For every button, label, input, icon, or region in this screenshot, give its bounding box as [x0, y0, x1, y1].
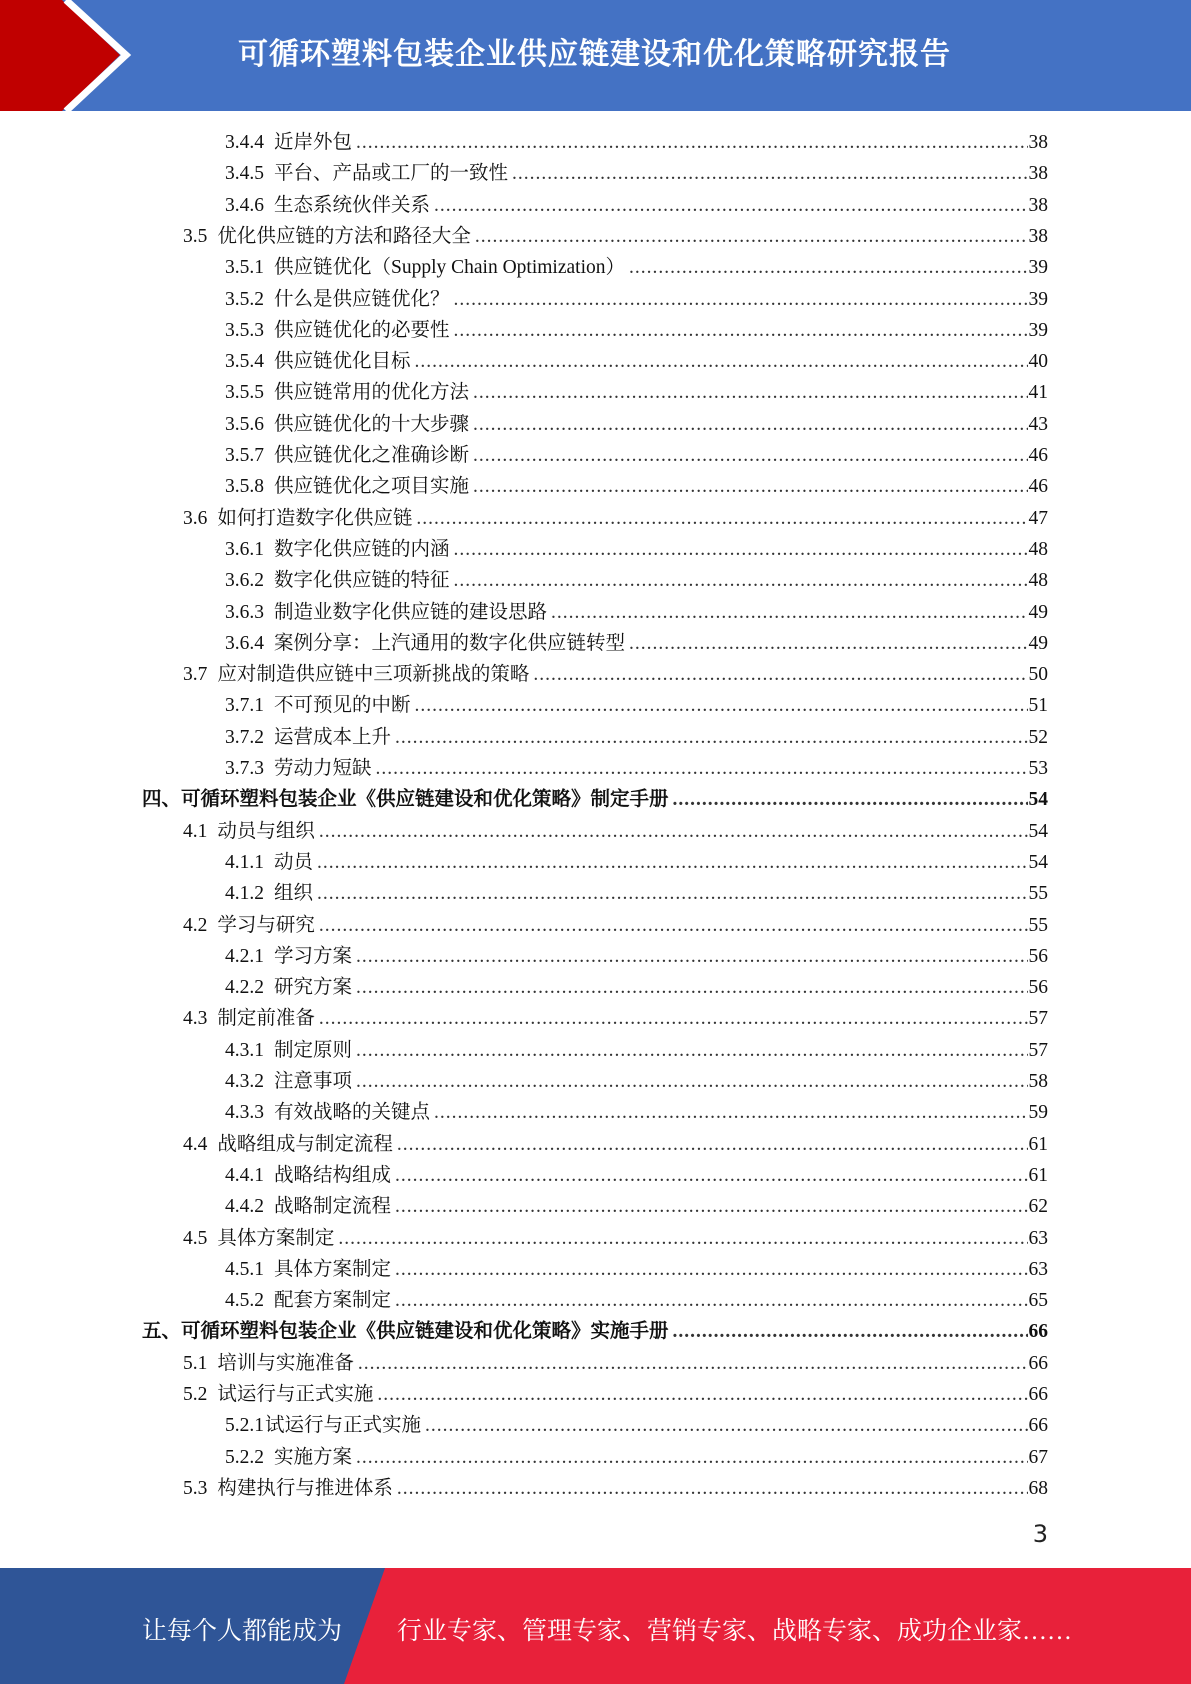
toc-entry[interactable]: [225, 284, 1048, 315]
toc-entry-title: 五、可循环塑料包装企业《供应链建设和优化策略》实施手册: [142, 1321, 669, 1343]
toc-entry-number: 4.3.2: [225, 1071, 264, 1092]
toc-entry[interactable]: [225, 597, 1048, 628]
footer-slogan-right: 行业专家、管理专家、营销专家、战略专家、成功企业家……: [397, 1618, 1073, 1645]
toc-entry-title: 供应链优化的十大步骤: [274, 413, 470, 435]
toc-entry-title: 制造业数字化供应链的建设思路: [274, 601, 548, 623]
toc-entry-number: 5.3: [183, 1477, 208, 1499]
toc-entry-page: 48: [1028, 538, 1048, 560]
toc-entry-number: 3.7: [183, 664, 208, 686]
toc-entry-page: 53: [1028, 758, 1048, 779]
toc-entry-page: 58: [1028, 1071, 1048, 1092]
toc-entry-page: 46: [1028, 476, 1048, 498]
toc-leader-dots: [629, 628, 1027, 659]
toc-entry[interactable]: [225, 1035, 1048, 1066]
toc-entry-number: 3.6.2: [225, 570, 264, 592]
toc-entry-page: 39: [1028, 319, 1048, 341]
toc-entry-page: 63: [1028, 1258, 1048, 1280]
toc-entry-page: 46: [1028, 445, 1048, 466]
toc-leader-dots: [319, 1003, 1028, 1034]
toc-entry-page: 56: [1028, 945, 1048, 967]
toc-entry-title: 什么是供应链优化？: [274, 288, 450, 310]
toc-entry-number: 3.7.3: [225, 758, 264, 779]
toc-leader-dots: [673, 1316, 1028, 1347]
toc-entry-number: 3.5.6: [225, 413, 264, 435]
toc-entry-page: 41: [1028, 382, 1048, 404]
toc-entry-number: 3.6.4: [225, 632, 264, 654]
toc-leader-dots: [376, 753, 1028, 784]
toc-entry[interactable]: [183, 1473, 1048, 1504]
toc-entry-number: 4.1: [183, 820, 208, 842]
toc-entry[interactable]: [183, 1129, 1048, 1160]
toc-leader-dots: [395, 1160, 1027, 1191]
toc-leader-dots: [533, 659, 1027, 690]
toc-entry-page: 39: [1028, 288, 1048, 310]
toc-entry-page: 49: [1028, 632, 1048, 654]
toc-leader-dots: [454, 565, 1028, 596]
toc-entry[interactable]: [183, 1379, 1048, 1410]
toc-entry[interactable]: [225, 1410, 1048, 1441]
toc-entry[interactable]: [183, 659, 1048, 690]
toc-entry-page: 62: [1028, 1196, 1048, 1218]
toc-leader-dots: [454, 284, 1028, 315]
toc-entry[interactable]: [225, 440, 1048, 471]
toc-entry-title: 数字化供应链的内涵: [274, 538, 450, 560]
toc-leader-dots: [473, 377, 1027, 408]
toc-entry-title: 战略制定流程: [274, 1196, 392, 1218]
toc-entry-title: 战略组成与制定流程: [217, 1133, 393, 1155]
toc-leader-dots: [395, 1254, 1027, 1285]
toc-entry[interactable]: [225, 471, 1048, 502]
toc-entry-title: 供应链常用的优化方法: [274, 382, 470, 404]
toc-entry-title: 试运行与正式实施: [217, 1384, 374, 1405]
toc-entry[interactable]: [225, 1160, 1048, 1191]
toc-entry-number: 5.2.1: [225, 1415, 264, 1437]
toc-entry-number: 4.2: [183, 914, 208, 936]
toc-entry[interactable]: [183, 1003, 1048, 1034]
report-title: 可循环塑料包装企业供应链建设和优化策略研究报告: [238, 37, 951, 72]
toc-entry-number: 3.4.4: [225, 132, 264, 153]
toc-entry-page: 66: [1028, 1384, 1048, 1405]
footer-slogan-left: 让每个人都能成为: [142, 1618, 343, 1645]
toc-entry-number: 3.5.2: [225, 288, 264, 310]
toc-entry[interactable]: [225, 1285, 1048, 1316]
toc-entry-number: 3.5.4: [225, 351, 264, 373]
toc-entry[interactable]: [225, 1254, 1048, 1285]
toc-entry-number: 3.6: [183, 507, 208, 529]
toc-entry-page: 38: [1028, 132, 1048, 153]
toc-entry-title: 如何打造数字化供应链: [217, 507, 413, 529]
toc-entry[interactable]: [225, 690, 1048, 721]
toc-entry-page: 51: [1028, 695, 1048, 717]
toc-entry[interactable]: [225, 722, 1048, 753]
toc-leader-dots: [317, 847, 1027, 878]
toc-entry-page: 57: [1028, 1039, 1048, 1061]
toc-leader-dots: [434, 1097, 1027, 1128]
toc-entry-page: 63: [1028, 1227, 1048, 1249]
toc-entry-page: 66: [1028, 1415, 1048, 1437]
toc-entry-number: 3.5.5: [225, 382, 264, 404]
toc-entry[interactable]: [225, 127, 1048, 158]
toc-entry[interactable]: [142, 784, 1048, 815]
toc-entry[interactable]: [225, 315, 1048, 346]
toc-entry[interactable]: [183, 816, 1048, 847]
toc-entry-title: 具体方案制定: [274, 1258, 392, 1280]
toc-leader-dots: [338, 1223, 1027, 1254]
toc-entry-page: 55: [1028, 914, 1048, 936]
toc-entry-number: 4.1.2: [225, 883, 264, 905]
toc-leader-dots: [356, 1035, 1027, 1066]
toc-leader-dots: [415, 346, 1028, 377]
toc-leader-dots: [454, 315, 1028, 346]
toc-entry-title: 试运行与正式实施: [265, 1415, 422, 1437]
toc-entry-number: 4.5.1: [225, 1258, 264, 1280]
toc-entry[interactable]: [225, 409, 1048, 440]
toc-leader-dots: [473, 440, 1027, 471]
toc-entry[interactable]: [225, 1442, 1048, 1473]
toc-entry-page: 47: [1028, 507, 1048, 529]
toc-entry-number: 3.7.1: [225, 695, 264, 717]
toc-entry-number: 3.7.2: [225, 726, 264, 748]
toc-entry-title: 动员与组织: [217, 820, 315, 842]
toc-entry-page: 38: [1028, 194, 1048, 216]
toc-entry-number: 3.5.8: [225, 476, 264, 498]
toc-entry[interactable]: [183, 503, 1048, 534]
toc-entry-page: 66: [1028, 1352, 1048, 1374]
toc-entry-page: 61: [1028, 1164, 1048, 1186]
toc-entry-number: 3.5.1: [225, 257, 264, 279]
toc-entry-page: 61: [1028, 1133, 1048, 1155]
toc-entry-page: 67: [1028, 1446, 1048, 1468]
toc-leader-dots: [397, 1129, 1028, 1160]
toc-entry-number: 5.2: [183, 1384, 208, 1405]
toc-leader-dots: [473, 471, 1027, 502]
toc-entry[interactable]: [183, 1348, 1048, 1379]
toc-entry-number: 4.5: [183, 1227, 208, 1249]
toc-entry[interactable]: [225, 972, 1048, 1003]
toc-entry-number: 5.1: [183, 1352, 208, 1374]
toc-entry[interactable]: [225, 565, 1048, 596]
toc-entry-page: 43: [1028, 413, 1048, 435]
toc-entry[interactable]: [225, 878, 1048, 909]
toc-leader-dots: [356, 941, 1027, 972]
page-number: 3: [1032, 1520, 1048, 1548]
toc-entry-number: 3.5.7: [225, 445, 264, 466]
toc-leader-dots: [356, 1442, 1027, 1473]
toc-entry-title: 有效战略的关键点: [274, 1102, 431, 1124]
toc-entry-number: 3.5: [183, 225, 208, 247]
toc-entry[interactable]: [225, 1066, 1048, 1097]
toc-leader-dots: [377, 1379, 1027, 1410]
toc-entry-number: 3.5.3: [225, 319, 264, 341]
toc-entry-number: 4.3.3: [225, 1102, 264, 1124]
toc-entry-title: 制定原则: [274, 1039, 353, 1061]
toc-leader-dots: [473, 409, 1027, 440]
toc-leader-dots: [317, 878, 1027, 909]
toc-leader-dots: [395, 1285, 1027, 1316]
toc-leader-dots: [434, 190, 1027, 221]
toc-entry-page: 55: [1028, 883, 1048, 905]
toc-entry-page: 50: [1028, 664, 1048, 686]
toc-leader-dots: [395, 722, 1027, 753]
toc-entry[interactable]: [225, 941, 1048, 972]
toc-entry-title: 制定前准备: [217, 1008, 315, 1030]
toc-entry-title: 生态系统伙伴关系: [274, 194, 431, 216]
toc-entry[interactable]: [142, 1316, 1048, 1347]
toc-entry-title: 战略结构组成: [274, 1164, 392, 1186]
toc-entry-page: 52: [1028, 726, 1048, 748]
toc-entry-title: 运营成本上升: [274, 726, 392, 748]
header-band: [0, 0, 1191, 111]
toc-entry[interactable]: [225, 534, 1048, 565]
toc-leader-dots: [356, 972, 1027, 1003]
toc-entry-number: 3.4.6: [225, 194, 264, 216]
toc-entry-page: 38: [1028, 225, 1048, 247]
toc-entry[interactable]: [225, 628, 1048, 659]
toc-entry-page: 54: [1028, 820, 1048, 842]
toc-leader-dots: [319, 816, 1028, 847]
toc-entry-title: 案例分享：上汽通用的数字化供应链转型: [274, 632, 626, 654]
toc-entry[interactable]: [225, 346, 1048, 377]
toc-entry-page: 65: [1028, 1290, 1048, 1312]
toc-entry[interactable]: [183, 221, 1048, 252]
toc-entry-title: 供应链优化（Supply Chain Optimization）: [274, 257, 625, 279]
toc-entry-title: 劳动力短缺: [274, 758, 372, 779]
toc-entry-title: 供应链优化之准确诊断: [274, 445, 470, 466]
toc-entry-number: 3.6.3: [225, 601, 264, 623]
toc-entry-title: 数字化供应链的特征: [274, 570, 450, 592]
toc-entry-title: 学习与研究: [217, 914, 315, 936]
toc-entry-title: 配套方案制定: [274, 1290, 392, 1312]
toc-leader-dots: [397, 1473, 1028, 1504]
toc-entry-number: 4.4.2: [225, 1196, 264, 1218]
toc-entry-number: 4.2.1: [225, 945, 264, 967]
toc-leader-dots: [358, 1348, 1028, 1379]
toc-entry-title: 近岸外包: [274, 132, 353, 153]
red-arrow-decoration: [0, 0, 160, 111]
toc-entry-page: 56: [1028, 977, 1048, 999]
toc-entry-page: 68: [1028, 1477, 1048, 1499]
toc-entry[interactable]: [225, 753, 1048, 784]
toc-leader-dots: [395, 1191, 1027, 1222]
toc-entry-page: 38: [1028, 163, 1048, 185]
toc-entry-page: 66: [1028, 1321, 1048, 1343]
toc-entry[interactable]: [225, 377, 1048, 408]
toc-entry-number: 3.4.5: [225, 163, 264, 185]
toc-entry-page: 54: [1028, 851, 1048, 873]
toc-entry-title: 平台、产品或工厂的一致性: [274, 163, 509, 185]
toc-entry-title: 供应链优化目标: [274, 351, 411, 373]
toc-entry-title: 实施方案: [274, 1446, 353, 1468]
toc-entry-page: 48: [1028, 570, 1048, 592]
toc-leader-dots: [425, 1410, 1027, 1441]
toc-entry[interactable]: [183, 1223, 1048, 1254]
toc-entry[interactable]: [225, 1191, 1048, 1222]
toc-entry-title: 具体方案制定: [217, 1227, 335, 1249]
toc-entry-page: 39: [1028, 257, 1048, 279]
toc-entry-title: 培训与实施准备: [217, 1352, 354, 1374]
toc-entry-title: 优化供应链的方法和路径大全: [217, 225, 471, 247]
toc-entry-title: 四、可循环塑料包装企业《供应链建设和优化策略》制定手册: [142, 789, 669, 811]
toc-entry[interactable]: [183, 910, 1048, 941]
toc-entry-number: 4.5.2: [225, 1290, 264, 1312]
toc-entry-title: 供应链优化的必要性: [274, 319, 450, 341]
toc-entry-number: 4.4: [183, 1133, 208, 1155]
toc-entry[interactable]: [225, 252, 1048, 283]
toc-entry-title: 动员: [274, 851, 314, 873]
toc-leader-dots: [629, 252, 1028, 283]
toc-entry-number: 4.1.1: [225, 851, 264, 873]
toc-entry[interactable]: [225, 1097, 1048, 1128]
toc-entry-title: 不可预见的中断: [274, 695, 411, 717]
toc-entry-number: 4.3: [183, 1008, 208, 1030]
toc-entry-title: 应对制造供应链中三项新挑战的策略: [217, 664, 530, 686]
toc-entry-page: 40: [1028, 351, 1048, 373]
toc-leader-dots: [356, 127, 1027, 158]
toc-entry-title: 构建执行与推进体系: [217, 1477, 393, 1499]
toc-entry-title: 组织: [274, 883, 314, 905]
toc-leader-dots: [454, 534, 1028, 565]
toc-entry-number: 4.3.1: [225, 1039, 264, 1061]
toc-entry[interactable]: [225, 190, 1048, 221]
toc-entry-title: 注意事项: [274, 1071, 353, 1092]
toc-entry-number: 5.2.2: [225, 1446, 264, 1468]
toc-leader-dots: [416, 503, 1027, 534]
toc-leader-dots: [551, 597, 1027, 628]
toc-entry-title: 供应链优化之项目实施: [274, 476, 470, 498]
toc-leader-dots: [512, 158, 1027, 189]
toc-entry-page: 57: [1028, 1008, 1048, 1030]
toc-entry[interactable]: [225, 847, 1048, 878]
toc-leader-dots: [475, 221, 1028, 252]
toc-leader-dots: [319, 910, 1028, 941]
toc-leader-dots: [415, 690, 1028, 721]
toc-entry[interactable]: [225, 158, 1048, 189]
toc-entry-number: 3.6.1: [225, 538, 264, 560]
toc-entry-number: 4.4.1: [225, 1164, 264, 1186]
toc-leader-dots: [673, 784, 1028, 815]
toc-entry-number: 4.2.2: [225, 977, 264, 999]
footer-band: [0, 1568, 1191, 1684]
toc-entry-title: 研究方案: [274, 977, 353, 999]
toc-entry-page: 49: [1028, 601, 1048, 623]
toc-entry-page: 54: [1028, 789, 1048, 811]
toc-entry-title: 学习方案: [274, 945, 353, 967]
toc-leader-dots: [356, 1066, 1027, 1097]
toc-entry-page: 59: [1028, 1102, 1048, 1124]
